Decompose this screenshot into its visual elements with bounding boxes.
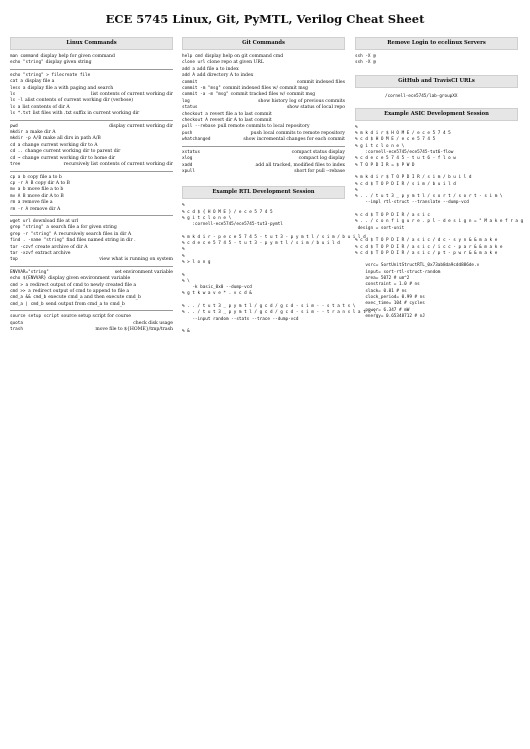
linux-command-row [10,207,173,213]
command-description: move dir A to B [27,193,64,199]
command-text: status [182,105,198,111]
command-description: list files with .txt suffix in current working dir [32,111,140,117]
command-description: display current working dir [109,123,173,129]
command-text: ls a [10,104,21,110]
command-text: cp a b [10,174,26,180]
command-description: clone repo at given URL [207,60,264,66]
command-description: execute cmd_a and then execute cmd_b [48,295,141,301]
command-description: display file a with paging and search [27,85,114,91]
command-description: add directory A to index [196,73,254,79]
command-description: redirect output of cmd to newly created file a [30,282,137,288]
command-text: top [10,257,18,263]
command-description: remove file a [22,200,53,206]
command-text: echo "string" [10,60,44,66]
linux-column [10,37,173,338]
command-text: xadd [182,162,193,168]
command-text: ls *.txt [10,111,31,117]
command-description: download file at url [32,218,79,224]
linux-commands-header: Linux Commands [10,37,173,50]
linux-group [10,219,173,267]
command-text: clone url [182,60,206,66]
command-text: checkout a [182,111,208,117]
command-text: less a [10,85,26,91]
command-text: cd .. [10,149,23,155]
command-text: cmd_a && cmd_b [10,295,47,301]
command-description: display help for given command [40,54,115,59]
command-description: make dir A [30,130,56,136]
linux-command-row [10,162,173,168]
command-description: recursively list contents of current working dir [63,162,173,168]
rtl-session-code: % % c d $ { H O M E } / e c e 5 7 4 5 % g i t c l o n e \ :cornell-ece5745/ece5745-tut3-pymtl % m k d i r - p e c e 5 7 4 5 - t u t 3 - p y m t l / s i m / b u i l d % c d e c e 5 7 4 5 - t u t 3 - p y m t l / s i m / b u i l d % % % > l o n g % % \ -k basic_0x0 --dump-vcd % g t k w a v e * . v c d & % . . / t u t 3 _ p y m t l / g c d / g c d - s i m - - s t a t s \ % . . / t u t 3 _ p y m t l / g c d / g c d - s i m - - t r a n s l a t e \ --input random --stats --trace --dump-vcd % & [182,203,377,335]
command-text: mkdir -p A/B [10,136,42,142]
command-text: ENVVAR="string" [10,269,49,275]
command-description: copy dir A to B [35,180,70,186]
command-text: cp -r A B [10,180,34,186]
command-text: cd a [10,142,21,148]
git-command-list [182,54,345,177]
linux-command-row [10,60,173,66]
linux-command-row [10,257,173,263]
linux-group [10,314,173,335]
right-column [355,37,524,320]
command-text: cmd >> a [10,289,31,294]
command-description: add file a to index [196,66,239,72]
command-description: display given environment variable [48,276,131,282]
command-description: change current working dir to parent dir [24,149,121,155]
command-description: add all tracked, modified files to index [255,162,345,168]
command-text: grep "string" a [10,225,49,231]
linux-group [10,54,173,70]
command-description: send output from cmd_a to cmd_b [45,301,125,307]
command-description: copy file a to b [27,174,62,180]
command-description: commit indexed files [296,79,345,85]
command-text: whatchanged [182,137,211,143]
command-description: change current working dir to A [22,142,98,148]
command-description: commit tracked files w/ commit msg [230,92,316,98]
linux-command-list [10,54,173,335]
command-description: show history log of previous commits [258,98,345,104]
command-text: ls -l [10,98,23,104]
command-description: remove dir A [30,206,61,212]
command-text: commit -m "msg" [182,86,221,92]
login-header: Remove Login to ecelinux Servers [355,37,518,50]
linux-command-row [10,327,173,333]
command-text: mv a b [10,187,26,193]
command-text: cd ~ [10,155,21,161]
rtl-session-header: Example RTL Development Session [182,186,345,199]
command-text: source setup script [10,314,60,320]
command-description: move file a to b [27,187,64,193]
command-description: list contents of dir A [22,104,70,110]
command-description: revert dir A to last commit [209,118,272,124]
command-description: recursively search files in dir A [58,231,132,237]
command-description: show status of local repo [286,105,345,111]
command-description: push local commits to remote repository [250,130,345,136]
command-text: grep -r "string" A [10,231,57,237]
command-text: tree [10,162,21,168]
command-text: rm -r A [10,206,29,212]
command-description: change current working dir to home dir [22,155,116,161]
command-text: find . -name "string" [10,238,65,244]
linux-group [10,175,173,216]
linux-command-row [10,111,173,117]
command-text: mkdir a [10,130,29,136]
command-description: set environment variable [114,269,173,275]
command-text: wget url [10,218,31,224]
command-text: add a [182,66,195,72]
command-text: commit -a -m "msg" [182,92,229,98]
command-text: trash [10,327,23,333]
asic-session-header: Example ASIC Development Session [355,108,518,121]
command-text: rm a [10,200,21,206]
command-description: search file a for given string [50,225,117,231]
command-text: echo "string" > filecreate file [10,72,91,78]
command-text: help cmd [182,54,203,59]
command-text: cat a [10,79,23,85]
command-text: xpull [182,168,195,174]
command-description: create archive of dir A [35,244,88,250]
git-command-row [182,137,345,143]
command-text: push [182,130,193,136]
github-url: /cornell-ece5745/lab-groupXX [385,93,458,99]
command-description: view what is running on system [99,257,173,263]
command-description: display given string [45,60,92,66]
command-description: find files named string in dir . [66,238,136,244]
command-description: extract archive [35,250,71,256]
command-text: quota [10,320,23,326]
git-commands-header: Git Commands [182,37,345,50]
git-command-row [182,169,345,175]
command-text: ls [10,92,16,98]
command-text: add A [182,73,195,79]
command-description: short for pull --rebase [294,168,345,174]
page-title: ECE 5745 Linux, Git, PyMTL, Verilog Cheat Sheet [105,12,425,26]
linux-group [10,124,173,172]
command-text: mv A B [10,193,26,199]
git-group [182,150,345,178]
command-text: cmd > a [10,282,29,288]
command-text: xlog [182,156,193,162]
command-description: list contents of current working dir [90,92,173,98]
command-text: man command [10,54,39,59]
command-text: cmd_a | cmd_b [10,301,44,307]
command-description: show incremental changes for each commit [243,137,345,143]
command-text: xstatus [182,149,201,155]
command-description: revert file a to last commit [209,111,272,117]
command-description: alist contents of current working dir (verbose) [24,98,134,104]
command-text: commit [182,79,198,85]
login-code: ssh -X @ ssh -X @ [355,54,376,66]
command-description: check disk usage [133,320,173,326]
command-description: pull remote commits to local repository [217,124,310,130]
command-text: pwd [10,123,18,129]
command-text: log [182,98,190,104]
command-text: checkout A [182,118,208,124]
command-text: tar -xzvf [10,250,34,256]
command-description: move file to ${HOME}/tmp/trash [95,327,173,333]
command-text: pull --rebase [182,124,216,130]
command-description: compact log display [298,156,345,162]
git-group [182,54,345,147]
command-text: tar -czvf [10,244,34,250]
linux-group [10,270,173,311]
command-description: compact status display [291,149,345,155]
asic-session-code: % % m k d i r $ H O M E / e c e 5 7 4 5 % c d $ H O M E / e c e 5 7 4 5 % g i t c l o n e \ :cornell-ece5745/ece5745-tut6-flow % c d e c e 5 7 4 5 - t u t 6 - f l o w % T O P D I R = $ P W D % m k d i r $ T O P D I R / s i m / b u i l d % c d $ T O P D I R / s i m / b u i l d % % . . / t u t 3 _ p y m t l / s o r t / s o r t - s i m \ --impl rtl-struct --translate --dump-vcd % c d $ T O P D I R / a s i c % . . / c o n f i g u r e . p l - d e s i g n = " M a k e f r a g design = sort-unit % c d $ T O P D I R / a s i c / d c - s y n & & m a k e % c d $ T O P D I R / a s i c / i c c - p a r & & m a k e % c d $ T O P D I R / a s i c / p t - p w r & & m a k e vsrc= SortUnitStructRTL_0x73ab8da9cdd886de.v input= sort-rtl-struct-random area= 5072 # um^2 constraint = 1.0 # ns slack= 0.01 # ns clock_period= 0.99 # ns exec_time= 104 # cycles power= 6.347 # mW energy= 0.65348712 # nJ [355,124,524,319]
linux-group [10,73,173,121]
command-description: display help on git command cmd [204,54,284,59]
command-description: make all dirs in path A/B [43,136,101,142]
github-header: GitHub and TravisCI URLs [355,75,518,88]
command-description: commit indexed files w/ commit msg [222,86,308,92]
command-text: echo ${ENVVAR} [10,276,47,282]
linux-command-row [10,302,173,308]
command-description: source setup script for course [61,314,132,320]
command-description: display file a [24,79,55,85]
command-description: redirect output of cmd to append to file a [32,289,130,294]
